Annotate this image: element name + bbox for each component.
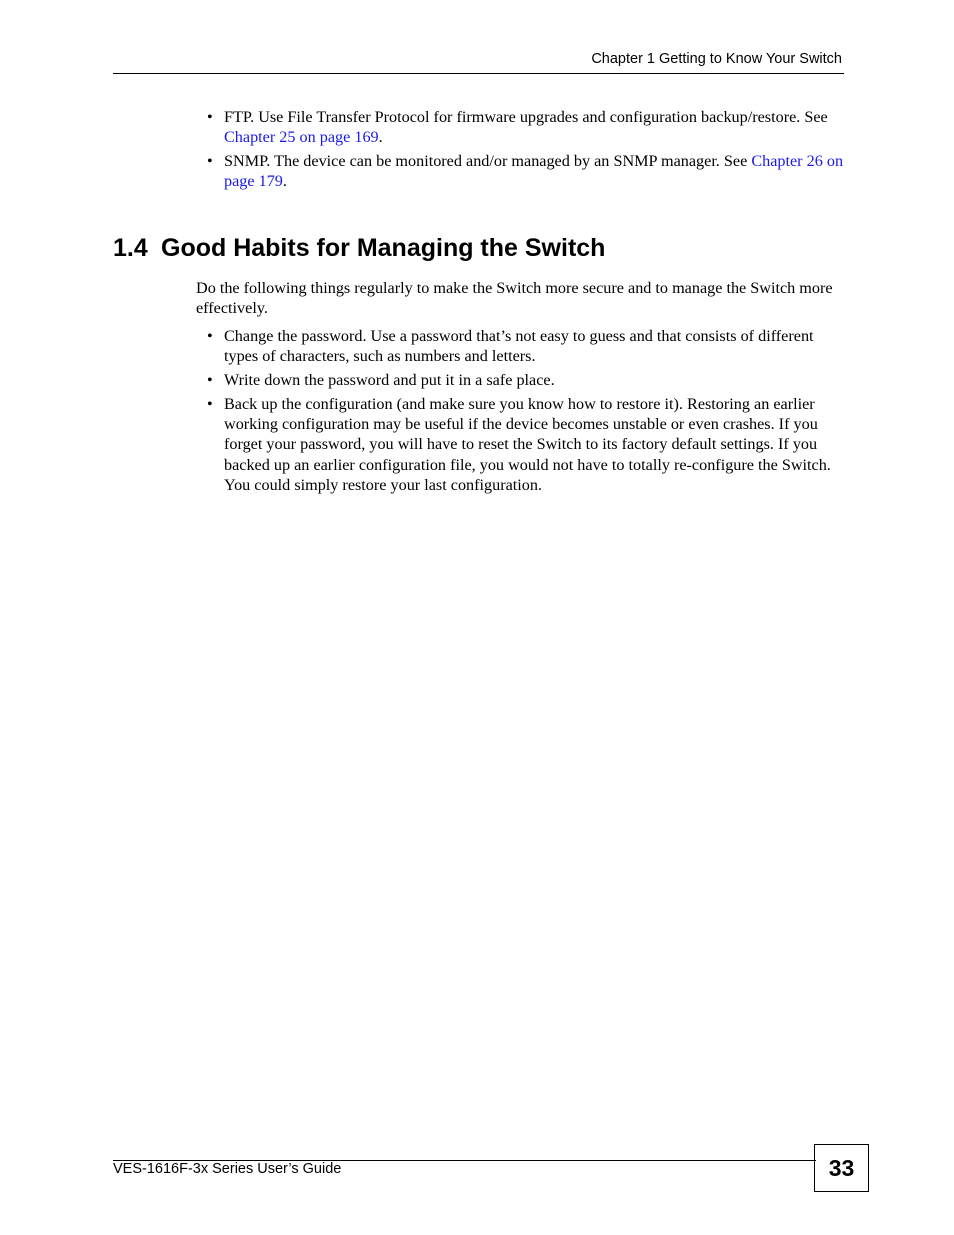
feature-list bbox=[224, 107, 849, 195]
link-chapter-25[interactable]: Chapter 25 on page 169 bbox=[224, 128, 379, 147]
section-title: Good Habits for Managing the Switch bbox=[161, 234, 606, 262]
section-heading bbox=[113, 232, 605, 264]
list-item-text: . bbox=[282, 172, 287, 191]
habits-list bbox=[224, 326, 839, 499]
list-item: • Back up the configuration (and make sure you know how to restore it). Restoring an earlier working configuration may be useful if the device becomes unstable or even crashes. If you forget your password, you will have to reset the Switch to its factory default settings. If you backed up an earlier configuration file, you would not have to totally re-configure the Switch. You could simply restore your last configuration. bbox=[224, 394, 839, 495]
page-number: 33 bbox=[814, 1144, 869, 1192]
list-item-text: SNMP. The device can be monitored and/or managed by an SNMP manager. See bbox=[224, 152, 752, 171]
list-item-text: . bbox=[378, 128, 383, 147]
section-number: 1.4 bbox=[113, 234, 148, 262]
list-item-text: FTP. Use File Transfer Protocol for firmware upgrades and configuration backup/restore. See bbox=[224, 108, 828, 126]
running-header: Chapter 1 Getting to Know Your Switch bbox=[591, 51, 842, 67]
list-item-snmp bbox=[224, 151, 849, 192]
list-item-ftp bbox=[224, 107, 849, 148]
list-item: • Write down the password and put it in a safe place. bbox=[224, 370, 839, 390]
header-rule bbox=[113, 73, 844, 74]
list-item: • Change the password. Use a password that’s not easy to guess and that consists of different types of characters, such as numbers and letters. bbox=[224, 326, 839, 367]
link-chapter-26[interactable]: Chapter 26 on page 179 bbox=[224, 152, 844, 191]
running-footer: VES-1616F-3x Series User’s Guide bbox=[113, 1161, 342, 1177]
section-intro: Do the following things regularly to make the Switch more secure and to manage the Switch more effectively. bbox=[196, 279, 833, 318]
